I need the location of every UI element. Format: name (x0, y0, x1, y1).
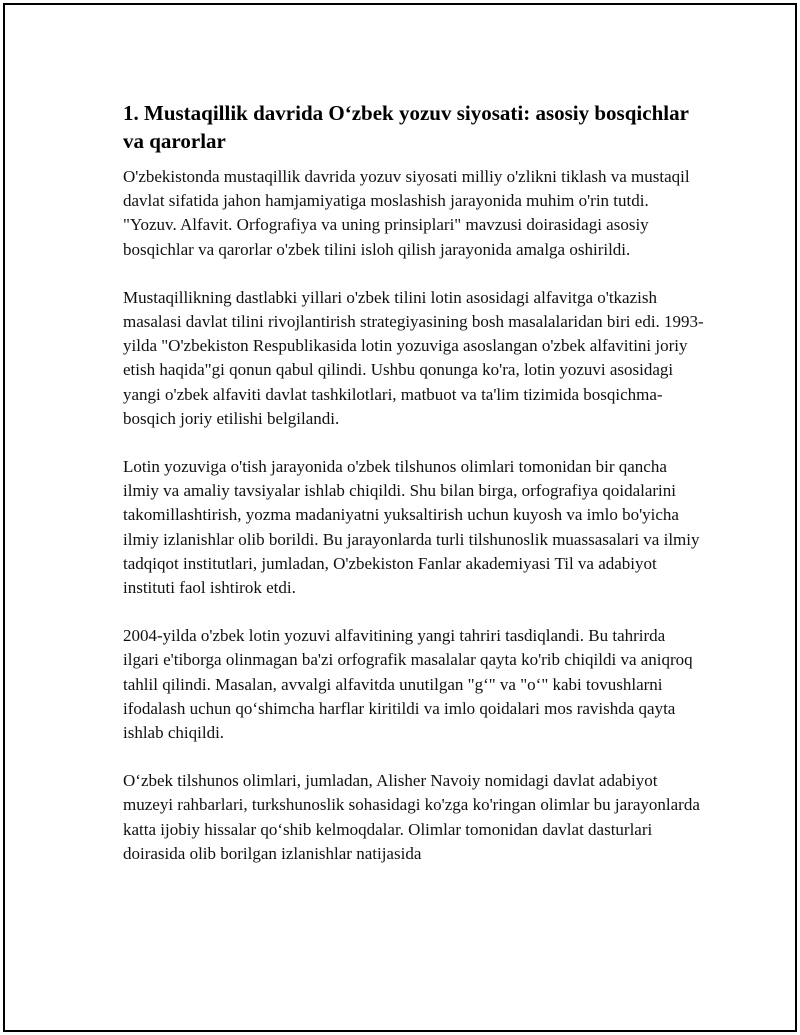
section-heading: 1. Mustaqillik davrida O‘zbek yozuv siyosati: asosiy bosqichlar va qarorlar (123, 101, 689, 153)
paragraph-2: Mustaqillikning dastlabki yillari o'zbek tilini lotin asosidagi alfavitga o'tkazish masalasi davlat tilini rivojlantirish strategiyasining bosh masalalaridan biri edi. 1993-yilda "O'zbekiston Respublikasida lotin yozuviga asoslangan o'zbek alfavitini joriy etish haqida"gi qonun qabul qilindi. Ushbu qonunga ko'ra, lotin yozuvi asosidagi yangi o'zbek alfaviti davlat tashkilotlari, matbuot va ta'lim tizimida bosqichma-bosqich joriy etilishi belgilandi. (123, 287, 704, 428)
page-frame (3, 3, 797, 1032)
document-body (123, 99, 705, 890)
paragraph-5: O‘zbek tilshunos olimlari, jumladan, Alisher Navoiy nomidagi davlat adabiyot muzeyi rahbarlari, turkshunoslik sohasidagi ko'zga ko'ringan olimlar bu jarayonlarda katta ijobiy hissalar qo‘shib kelmoqdalar. Olimlar tomonidan davlat dasturlari doirasida olib borilgan izlanishlar natijasida (123, 771, 700, 863)
paragraph-1: O'zbekistonda mustaqillik davrida yozuv siyosati milliy o'zlikni tiklash va mustaqil davlat sifatida jahon hamjamiyatiga moslashish jarayonida muhim o'rin tutdi. "Yozuv. Alfavit. Orfografiya va uning prinsiplari" mavzusi doirasidagi asosiy bosqichlar va qarorlar o'zbek tilini isloh qilish jarayonida amalga oshirildi. (123, 167, 690, 259)
paragraph-3: Lotin yozuviga o'tish jarayonida o'zbek tilshunos olimlari tomonidan bir qancha ilmiy va amaliy tavsiyalar ishlab chiqildi. Shu bilan birga, orfografiya qoidalarini takomillashtirish, yozma madaniyatni yuksaltirish uchun kuyosh va imlo bo'yicha ilmiy izlanishlar olib borildi. Bu jarayonlarda turli tilshunoslik muassasalari va ilmiy tadqiqot institutlari, jumladan, O'zbekiston Fanlar akademiyasi Til va adabiyot instituti faol ishtirok etdi. (123, 457, 700, 598)
paragraph-4: 2004-yilda o'zbek lotin yozuvi alfavitining yangi tahriri tasdiqlandi. Bu tahrirda ilgari e'tiborga olinmagan ba'zi orfografik masalalar qayta ko'rib chiqildi va aniqroq tahlil qilindi. Masalan, avvalgi alfavitda unutilgan "g‘" va "o‘" kabi tovushlarni ifodalash uchun qo‘shimcha harflar kiritildi va imlo qoidalari mos ravishda qayta ishlab chiqildi. (123, 626, 693, 743)
